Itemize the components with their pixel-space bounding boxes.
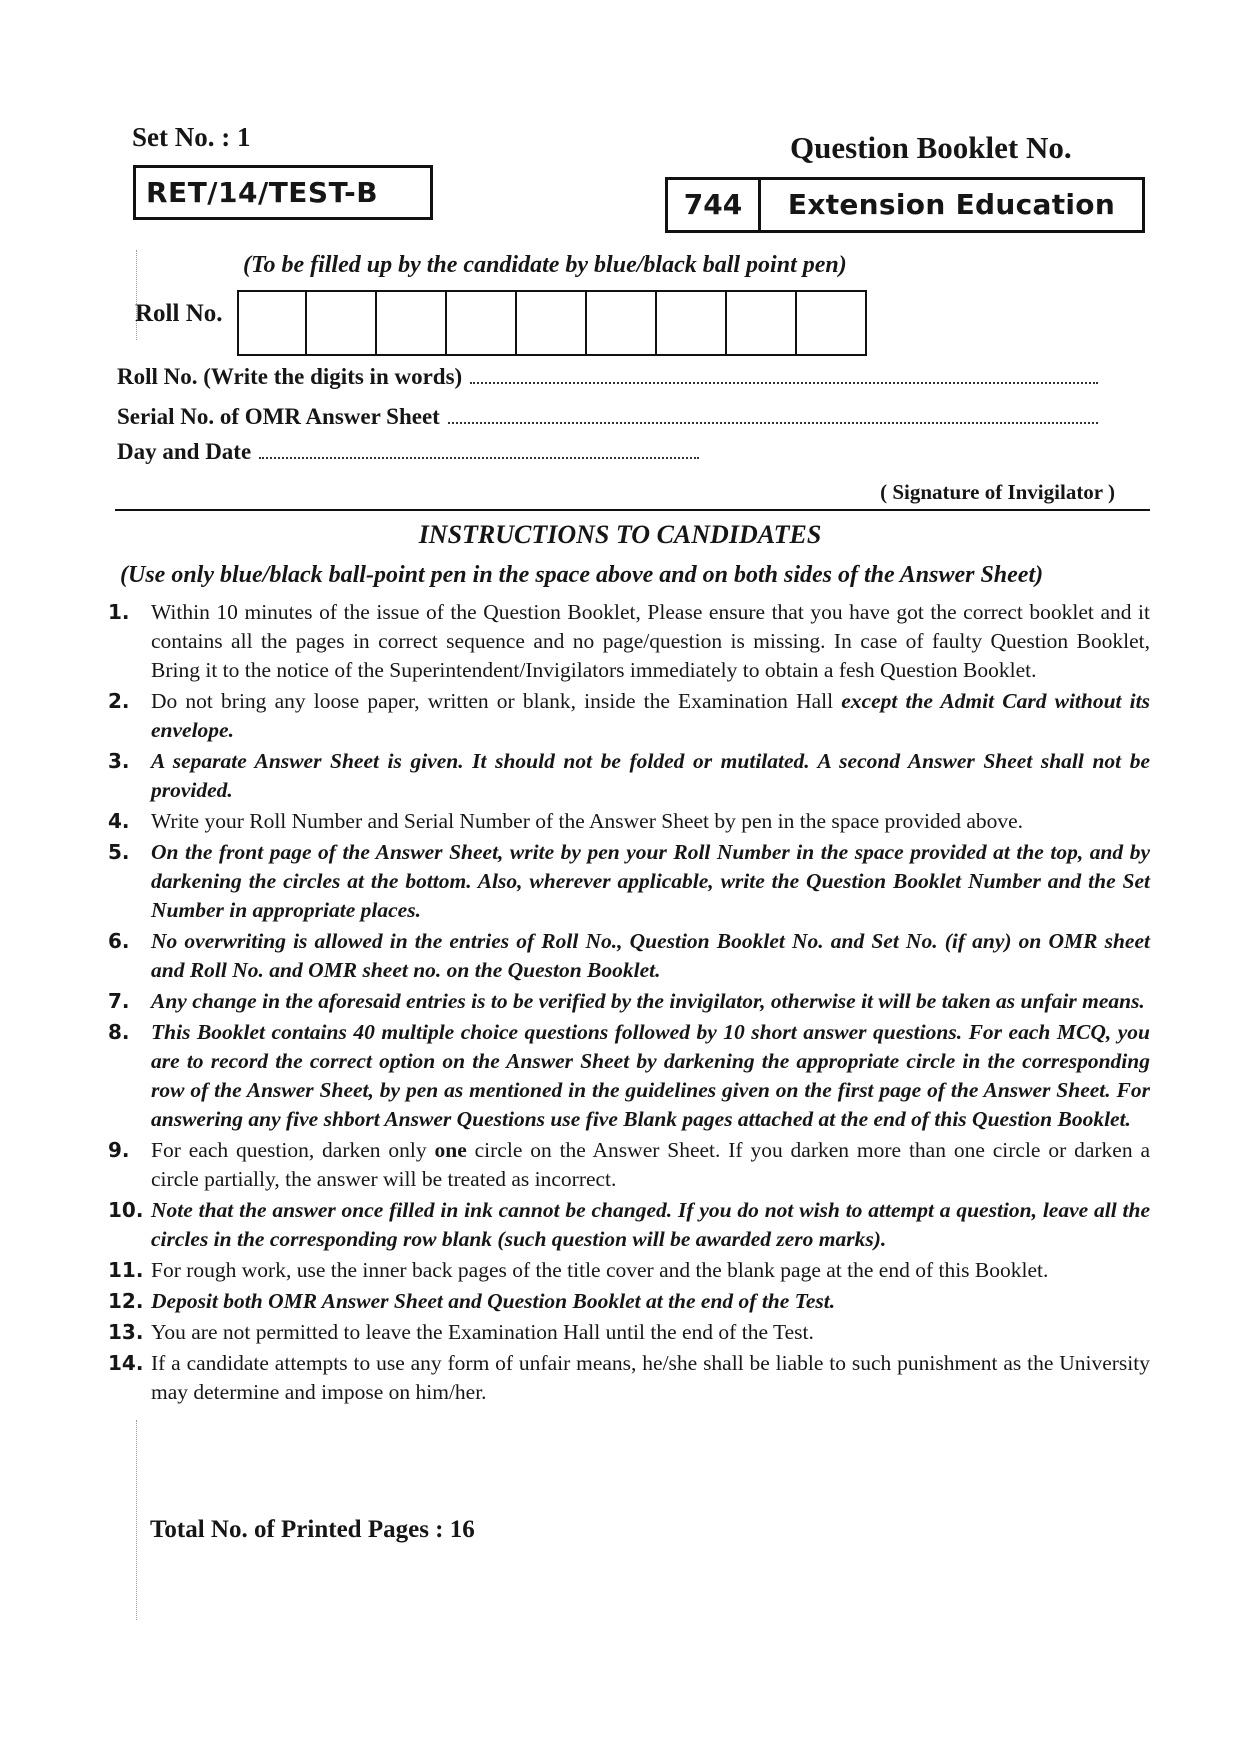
roll-digit-box[interactable]	[587, 292, 657, 354]
fill-note: (To be filled up by the candidate by blue/black ball point pen)	[243, 252, 847, 278]
item-text	[151, 1136, 1150, 1194]
list-item	[108, 1018, 1150, 1134]
list-item	[108, 807, 1150, 836]
total-printed-pages: Total No. of Printed Pages : 16	[150, 1516, 475, 1543]
omr-serial-label: Serial No. of OMR Answer Sheet	[117, 404, 440, 429]
list-item	[108, 1256, 1150, 1285]
item-text-emphasis: except the Admit Card without its envelope.	[151, 689, 1150, 742]
item-text	[151, 687, 1150, 745]
omr-serial-field	[117, 404, 1098, 430]
item-text: A separate Answer Sheet is given. It should not be folded or mutilated. A second Answer Sheet shall not be provided.	[151, 749, 1150, 802]
subject-name: Extension Education	[787, 188, 1116, 221]
item-number: 5.	[108, 840, 130, 864]
roll-number-grid	[237, 290, 867, 356]
item-number: 2.	[108, 689, 130, 713]
item-text: Write your Roll Number and Serial Number of the Answer Sheet by pen in the space provided above.	[151, 809, 1024, 833]
list-item	[108, 598, 1150, 685]
roll-digit-box[interactable]	[447, 292, 517, 354]
item-text: On the front page of the Answer Sheet, write by pen your Roll Number in the space provided at the top, and by darkening the circles at the bottom. Also, wherever applicable, write the Question Booklet Number and the Set Number in appropriate places.	[151, 840, 1150, 922]
instructions-subtitle: (Use only blue/black ball-point pen in the space above and on both sides of the Answer Sheet)	[120, 562, 1044, 588]
invigilator-signature-label: ( Signature of Invigilator )	[880, 480, 1115, 504]
item-number: 4.	[108, 809, 130, 833]
item-number: 9.	[108, 1138, 130, 1162]
list-item	[108, 1349, 1150, 1407]
roll-digit-box[interactable]	[797, 292, 867, 354]
test-code-box: RET/14/TEST-B	[133, 165, 433, 220]
item-text: Within 10 minutes of the issue of the Question Booklet, Please ensure that you have got the correct booklet and it contains all the pages in correct sequence and no page/question is missing. In case of faulty Question Booklet, Bring it to the notice of the Superintendent/Invigilators immediately to obtain a fesh Question Booklet.	[151, 600, 1150, 682]
roll-digit-box[interactable]	[377, 292, 447, 354]
list-item	[108, 1196, 1150, 1254]
item-text: No overwriting is allowed in the entries of Roll No., Question Booklet No. and Set No. (if any) on OMR sheet and Roll No. and OMR sheet no. on the Queston Booklet.	[151, 929, 1150, 982]
item-number: 6.	[108, 929, 130, 953]
omr-serial-line[interactable]	[448, 420, 1098, 424]
roll-digit-box[interactable]	[239, 292, 307, 354]
list-item	[108, 747, 1150, 805]
list-item	[108, 687, 1150, 745]
day-date-line[interactable]	[259, 455, 699, 459]
roll-digit-box[interactable]	[517, 292, 587, 354]
day-date-field	[117, 439, 699, 465]
divider	[115, 509, 1150, 511]
item-text: If a candidate attempts to use any form of unfair means, he/she shall be liable to such punishment as the University may determine and impose on him/her.	[151, 1351, 1150, 1404]
item-text-plain: For each question, darken only	[151, 1138, 435, 1162]
roll-digit-box[interactable]	[727, 292, 797, 354]
instructions-title: INSTRUCTIONS TO CANDIDATES	[418, 520, 822, 549]
item-number: 11.	[108, 1258, 144, 1282]
list-item	[108, 1287, 1150, 1316]
list-item	[108, 927, 1150, 985]
roll-words-label: Roll No. (Write the digits in words)	[117, 364, 463, 389]
roll-label: Roll No.	[135, 300, 223, 327]
day-date-label: Day and Date	[117, 439, 252, 464]
item-text: This Booklet contains 40 multiple choice questions followed by 10 short answer questions. For each MCQ, you are to record the correct option on the Answer Sheet by darkening the appropriate circle in the corresponding row of the Answer Sheet, by pen as mentioned in the guidelines given on the first page of the Answer Sheet. For answering any five shbort Answer Questions use five Blank pages attached at the end of this Question Booklet.	[151, 1020, 1150, 1131]
scan-artifact	[136, 1420, 137, 1620]
booklet-title: Question Booklet No.	[790, 130, 1072, 165]
list-item	[108, 987, 1150, 1016]
list-item	[108, 1318, 1150, 1347]
item-number: 7.	[108, 989, 130, 1013]
item-number: 14.	[108, 1351, 144, 1375]
item-number: 8.	[108, 1020, 130, 1044]
roll-digit-box[interactable]	[657, 292, 727, 354]
item-number: 12.	[108, 1289, 144, 1313]
item-text: Any change in the aforesaid entries is to be verified by the invigilator, otherwise it will be taken as unfair means.	[151, 989, 1145, 1013]
instructions-list	[108, 598, 1150, 1409]
booklet-number: 744	[668, 180, 761, 230]
item-number: 10.	[108, 1198, 144, 1222]
list-item	[108, 838, 1150, 925]
scan-artifact	[136, 250, 137, 340]
item-text: You are not permitted to leave the Examination Hall until the end of the Test.	[151, 1320, 814, 1344]
list-item	[108, 1136, 1150, 1194]
set-number: Set No. : 1	[132, 122, 251, 152]
item-text-plain: circle on the Answer Sheet. If you darken more than one circle or darken a circle partially, the answer will be treated as incorrect.	[151, 1138, 1151, 1191]
item-text-emphasis: one	[434, 1138, 467, 1162]
roll-words-field	[117, 364, 1098, 390]
roll-words-line[interactable]	[470, 380, 1098, 384]
item-text: For rough work, use the inner back pages of the title cover and the blank page at the end of this Booklet.	[151, 1258, 1049, 1282]
item-text: Deposit both OMR Answer Sheet and Question Booklet at the end of the Test.	[151, 1289, 836, 1313]
item-number: 3.	[108, 749, 130, 773]
item-number: 13.	[108, 1320, 144, 1344]
item-text: Note that the answer once filled in ink cannot be changed. If you do not wish to attempt a question, leave all the circles in the corresponding row blank (such question will be awarded zero marks).	[151, 1198, 1150, 1251]
booklet-number-box	[665, 177, 1145, 233]
roll-digit-box[interactable]	[307, 292, 377, 354]
item-number: 1.	[108, 600, 130, 624]
item-text-plain: Do not bring any loose paper, written or blank, inside the Examination Hall	[151, 689, 842, 713]
